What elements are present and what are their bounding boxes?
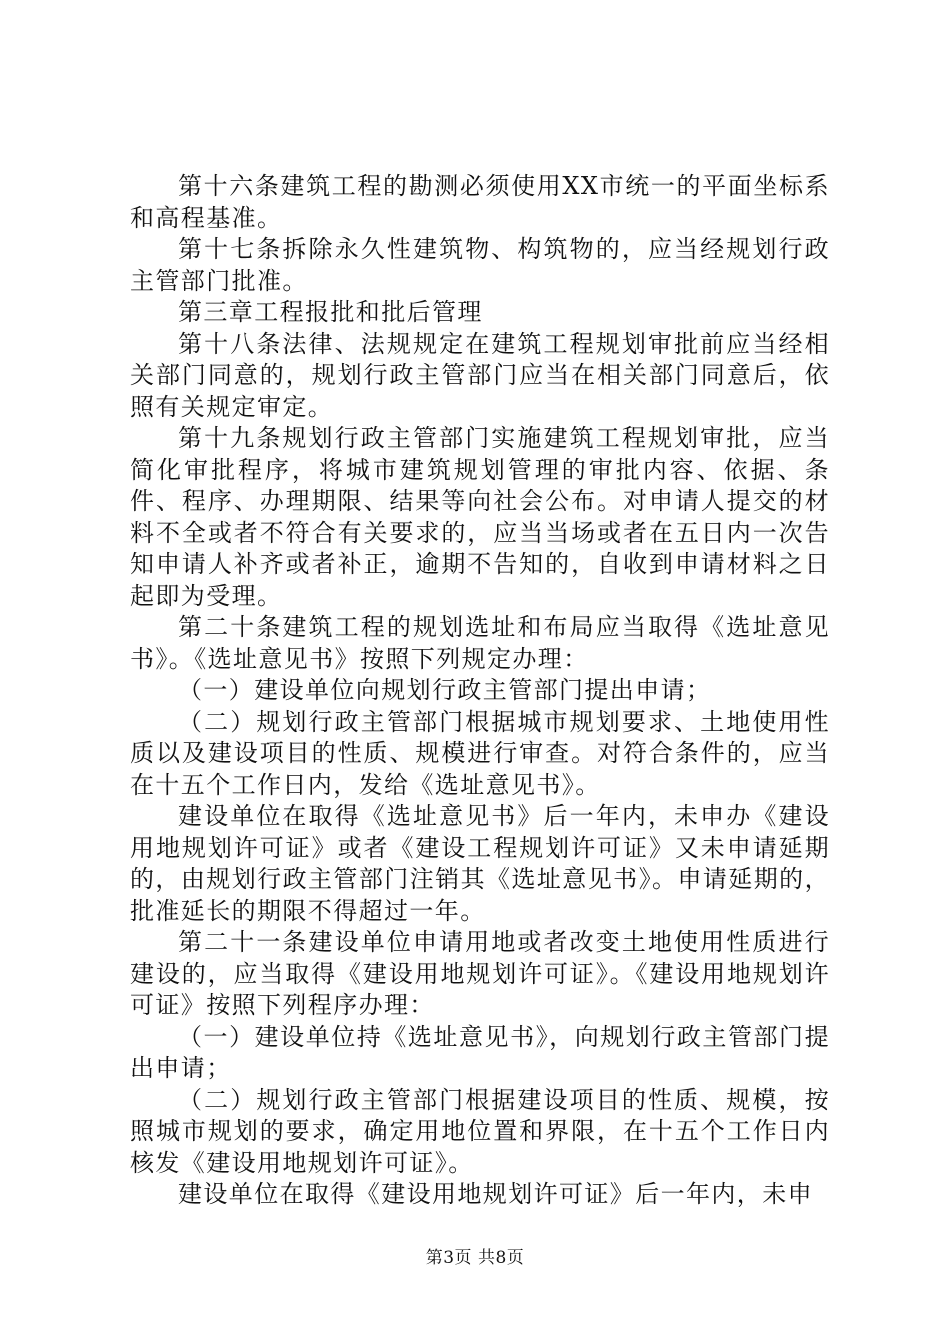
page-number-footer: 第3页 共8页 — [425, 1248, 525, 1268]
paragraph: 第十七条拆除永久性建筑物、构筑物的，应当经规划行政主管部门批准。 — [130, 235, 830, 295]
paragraph: 第十九条规划行政主管部门实施建筑工程规划审批，应当简化审批程序，将城市建筑规划管理的审批内容、依据、条件、程序、办理期限、结果等向社会公布。对申请人提交的材料不全或者不符合有关要求的，应当当场或者在五日内一次告知申请人补齐或者补正，逾期不告知的，自收到申请材料之日起即为受理。 — [130, 424, 830, 610]
list-item: （一）建设单位持《选址意见书》，向规划行政主管部门提出申请； — [130, 1022, 830, 1082]
list-item: （一）建设单位向规划行政主管部门提出申请； — [178, 676, 712, 704]
paragraph: 第二十一条建设单位申请用地或者改变土地使用性质进行建设的，应当取得《建设用地规划许可证》。《建设用地规划许可证》按照下列程序办理： — [130, 928, 830, 1019]
paragraph: 第十六条建筑工程的勘测必须使用XX市统一的平面坐标系和高程基准。 — [130, 172, 830, 232]
list-item: （二）规划行政主管部门根据建设项目的性质、规模，按照城市规划的要求，确定用地位置和界限，在十五个工作日内核发《建设用地规划许可证》。 — [130, 1085, 830, 1177]
chapter-heading: 第三章工程报批和批后管理 — [178, 298, 483, 326]
paragraph: 建设单位在取得《选址意见书》后一年内，未申办《建设用地规划许可证》或者《建设工程规划许可证》又未申请延期的，由规划行政主管部门注销其《选址意见书》。申请延期的，批准延长的期限不得超过一年。 — [130, 802, 830, 925]
paragraph: 第十八条法律、法规规定在建筑工程规划审批前应当经相关部门同意的，规划行政主管部门应当在相关部门同意后，依照有关规定审定。 — [130, 329, 830, 421]
paragraph: 第二十条建筑工程的规划选址和布局应当取得《选址意见书》。《选址意见书》按照下列规定办理： — [130, 613, 830, 673]
body-text — [130, 171, 830, 1211]
paragraph: 建设单位在取得《建设用地规划许可证》后一年内，未申 — [178, 1180, 813, 1208]
list-item: （二）规划行政主管部门根据城市规划要求、土地使用性质以及建设项目的性质、规模进行审查。对符合条件的，应当在十五个工作日内，发给《选址意见书》。 — [130, 707, 830, 799]
